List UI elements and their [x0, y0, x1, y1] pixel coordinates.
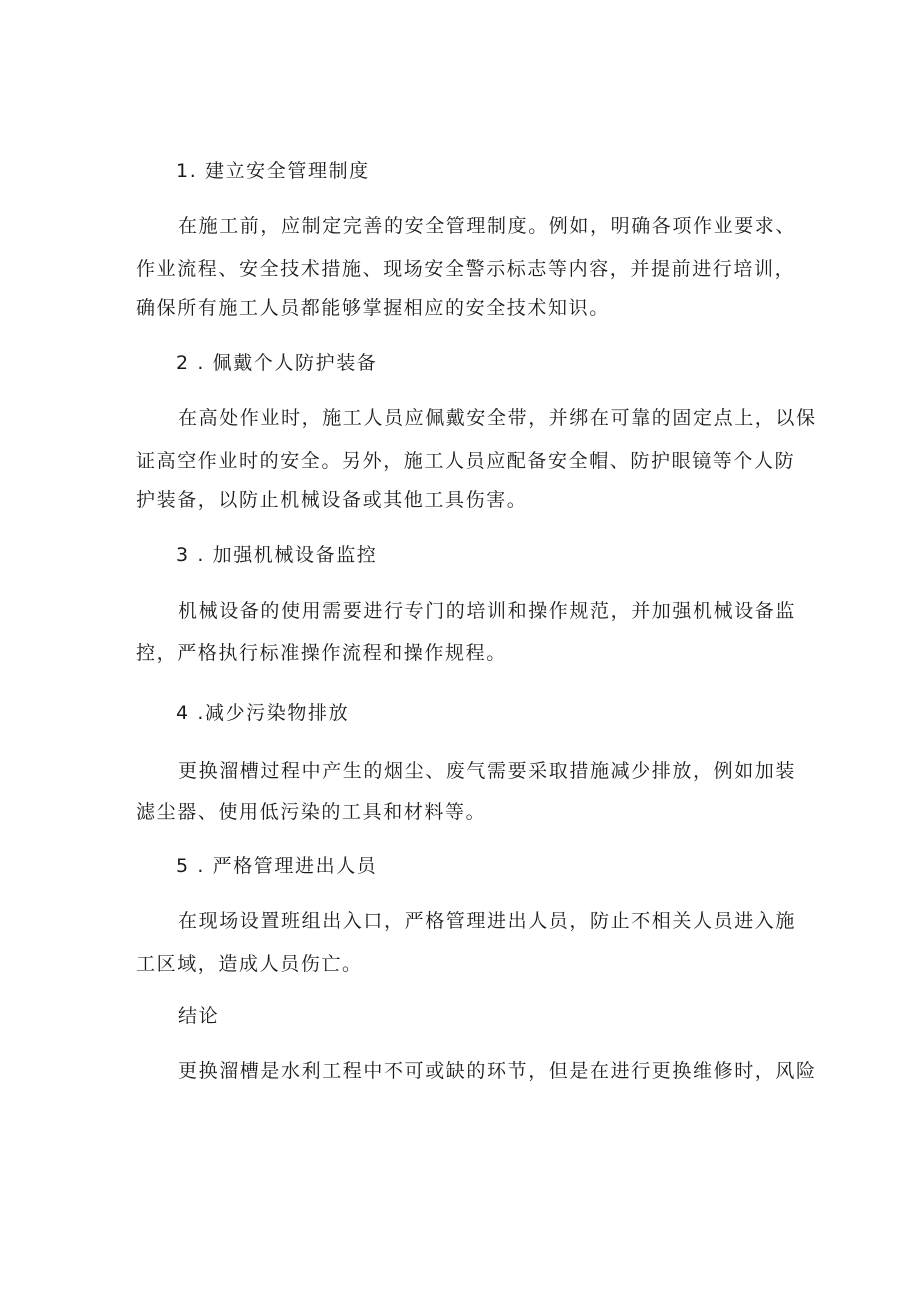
section-4-paragraph-line-1: 更换溜槽过程中产生的烟尘、废气需要采取措施减少排放，例如加装: [178, 760, 797, 782]
section-2-paragraph-line-2: 证高空作业时的安全。另外，施工人员应配备安全帽、防护眼镜等个人防: [136, 450, 796, 472]
section-1-heading: 1. 建立安全管理制度: [176, 160, 370, 182]
section-4-paragraph-line-2: 滤尘器、使用低污染的工具和材料等。: [136, 801, 487, 823]
conclusion-heading: 结论: [178, 1005, 220, 1027]
section-3-paragraph-line-2: 控，严格执行标准操作流程和操作规程。: [136, 642, 507, 664]
section-1-paragraph-line-3: 确保所有施工人员都能够掌握相应的安全技术知识。: [136, 297, 610, 319]
section-1-paragraph-line-1: 在施工前，应制定完善的安全管理制度。例如，明确各项作业要求、: [178, 215, 797, 237]
section-2-heading: 2 . 佩戴个人防护装备: [176, 352, 378, 374]
section-5-heading: 5 . 严格管理进出人员: [176, 855, 378, 877]
section-3-heading: 3 . 加强机械设备监控: [176, 544, 378, 566]
section-4-heading: 4 .减少污染物排放: [176, 702, 350, 724]
section-1-paragraph-line-2: 作业流程、安全技术措施、现场安全警示标志等内容，并提前进行培训，: [136, 258, 796, 280]
section-5-paragraph-line-1: 在现场设置班组出入口，严格管理进出人员，防止不相关人员进入施: [178, 910, 797, 932]
section-3-paragraph-line-1: 机械设备的使用需要进行专门的培训和操作规范，并加强机械设备监: [178, 600, 797, 622]
section-2-paragraph-line-3: 护装备，以防止机械设备或其他工具伤害。: [136, 489, 528, 511]
section-5-paragraph-line-2: 工区域，造成人员伤亡。: [136, 953, 363, 975]
conclusion-paragraph-line-1: 更换溜槽是水利工程中不可或缺的环节，但是在进行更换维修时，风险: [178, 1060, 817, 1082]
section-2-paragraph-line-1: 在高处作业时，施工人员应佩戴安全带，并绑在可靠的固定点上，以保: [178, 407, 817, 429]
